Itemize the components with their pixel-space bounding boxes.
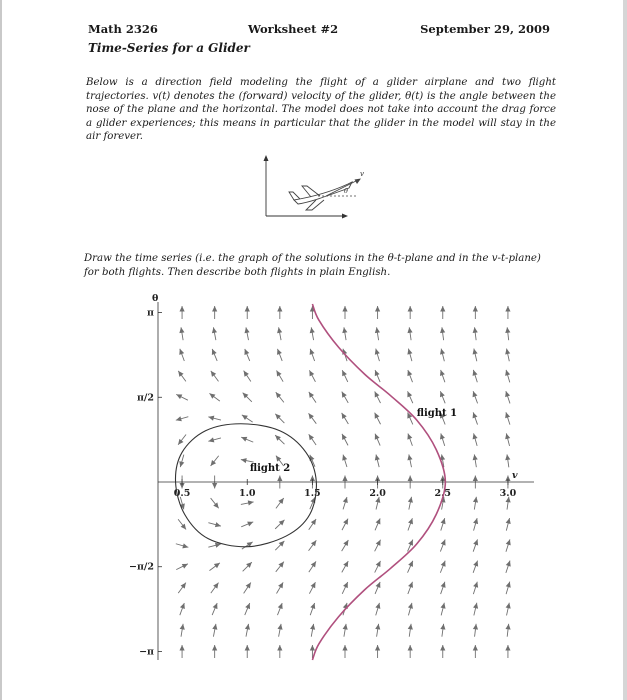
field-arrow [440, 433, 445, 445]
field-arrow [473, 412, 478, 424]
field-arrow [178, 519, 186, 529]
y-tick-label: −π/2 [129, 561, 154, 573]
field-arrow [440, 561, 445, 573]
field-arrow [179, 349, 184, 361]
field-arrow [473, 327, 478, 340]
x-tick-label: 3.0 [499, 488, 517, 499]
field-arrow [505, 391, 510, 403]
field-arrow [375, 603, 380, 615]
field-arrow [176, 543, 188, 548]
field-arrow [310, 624, 315, 637]
field-arrow [277, 645, 282, 658]
field-arrow [440, 645, 445, 658]
field-arrow [408, 624, 413, 637]
field-arrow [209, 563, 219, 571]
field-arrow [275, 435, 284, 444]
field-arrow [473, 349, 478, 362]
field-arrow [241, 522, 253, 527]
field-arrow [407, 370, 412, 382]
field-arrow [505, 370, 510, 382]
field-arrow [309, 434, 316, 445]
intro-paragraph: Below is a direction field modeling the flight of a glider airplane and two flight trajectories. v(t) denotes the (forward) velocity of the glider, θ(t) is the angle between the nose of the plane and the horizontal. The model does not take into account the drag force a glider experiences; this means in particular that the glider in the model will stay in the air forever. [86, 77, 556, 142]
field-arrow [244, 371, 251, 382]
field-arrow [440, 624, 445, 637]
field-arrow [407, 454, 412, 467]
field-arrow [473, 433, 478, 446]
field-arrow [440, 327, 445, 340]
course-name: Math 2326 [88, 22, 158, 36]
x-tick-label: 2.5 [434, 488, 452, 499]
instructions-paragraph: Draw the time series (i.e. the graph of the solutions in the θ-t-plane and in the v-t-plane) for both flights. Then describe both flights in plain English. [84, 253, 541, 278]
field-arrow [244, 583, 251, 594]
field-arrow [243, 562, 252, 571]
field-arrow [506, 539, 511, 551]
diagram-angle-label: θ [344, 187, 348, 195]
field-arrow [375, 349, 380, 361]
field-arrow [277, 603, 282, 615]
field-arrow [244, 349, 249, 361]
worksheet-subtitle: Time-Series for a Glider [88, 41, 250, 55]
field-arrow [505, 433, 510, 446]
field-arrow [212, 624, 217, 637]
field-arrow [276, 562, 284, 572]
field-arrow [440, 391, 445, 403]
field-arrow [407, 327, 412, 340]
field-arrow [342, 392, 348, 403]
field-arrow [242, 415, 253, 422]
field-arrow [440, 539, 445, 551]
field-arrow [211, 498, 219, 508]
page-border-left [0, 0, 2, 700]
field-arrow [277, 349, 282, 361]
field-arrow [180, 624, 185, 637]
field-arrow [275, 541, 284, 550]
field-arrow [473, 603, 478, 616]
field-arrow [506, 561, 511, 573]
worksheet-date: September 29, 2009 [420, 22, 550, 36]
field-arrow [441, 518, 446, 530]
field-arrow [473, 391, 478, 403]
worksheet-number: Worksheet #2 [248, 22, 339, 36]
diagram-horizontal-arrowhead [342, 214, 348, 219]
field-arrow [242, 542, 253, 549]
field-arrow [276, 498, 284, 508]
flight-2-curve [175, 424, 316, 547]
field-arrow [212, 645, 217, 658]
field-arrow [277, 624, 282, 637]
field-arrow [309, 519, 316, 530]
field-arrow [277, 306, 282, 319]
field-arrow [408, 497, 413, 510]
field-arrow [506, 518, 511, 531]
field-arrow [342, 540, 349, 551]
diagram-vertical-arrowhead [264, 155, 269, 161]
field-arrow [342, 327, 347, 340]
field-arrow [440, 349, 445, 362]
field-arrow [342, 434, 348, 446]
field-arrow [408, 603, 413, 616]
field-arrow [342, 306, 347, 319]
field-arrow [342, 582, 348, 594]
field-arrow [473, 306, 478, 319]
field-arrow [343, 497, 348, 509]
field-arrow [212, 306, 217, 319]
flight-2-label: flight 2 [249, 463, 291, 475]
field-arrow [407, 391, 412, 403]
field-arrow [408, 518, 413, 530]
x-tick-label: 1.5 [304, 488, 321, 499]
page-border-right [623, 0, 627, 700]
field-arrow [441, 582, 446, 594]
field-arrow [245, 306, 250, 319]
field-arrow [309, 392, 316, 403]
field-arrow [309, 370, 315, 382]
field-arrow [309, 582, 315, 594]
field-arrow [212, 603, 217, 615]
field-arrow [473, 518, 478, 531]
x-tick-label: 0.5 [173, 488, 191, 499]
field-arrow [208, 437, 221, 442]
field-arrow [473, 561, 478, 573]
field-arrow [310, 349, 315, 361]
field-arrow [505, 412, 510, 424]
field-arrow [440, 306, 445, 319]
field-arrow [473, 539, 478, 551]
field-arrow [176, 564, 188, 570]
field-arrow [473, 454, 478, 467]
field-arrow [473, 645, 478, 658]
field-arrow [275, 520, 284, 529]
field-arrow [375, 306, 380, 319]
field-arrow [375, 624, 380, 637]
y-tick-label: π/2 [136, 392, 154, 404]
field-arrow [505, 306, 510, 319]
field-arrow [408, 645, 413, 658]
field-arrow [310, 327, 315, 340]
field-arrow [211, 371, 219, 381]
field-arrow [342, 370, 348, 382]
field-arrow [473, 624, 478, 637]
theta-axis-label: θ [152, 293, 159, 304]
y-tick-label: −π [139, 646, 154, 658]
x-tick-label: 2.0 [369, 488, 386, 499]
direction-field-plot [120, 290, 540, 670]
field-arrow [176, 416, 188, 421]
field-arrow [505, 454, 510, 467]
field-arrow [342, 645, 347, 658]
field-arrow [408, 582, 413, 594]
field-arrow [505, 327, 510, 340]
field-arrow [178, 583, 186, 593]
x-tick-label: 1.0 [238, 488, 256, 499]
field-arrow [208, 416, 221, 421]
field-arrow [176, 394, 188, 400]
field-arrow [245, 645, 250, 658]
field-arrow [208, 522, 221, 527]
field-arrow [211, 583, 219, 593]
field-arrow [179, 645, 184, 658]
field-arrow [505, 349, 510, 362]
field-arrow [375, 645, 380, 658]
field-arrow [178, 434, 186, 444]
field-arrow [276, 392, 284, 402]
field-arrow [375, 582, 380, 594]
field-arrow [375, 391, 381, 403]
field-arrow [309, 540, 317, 550]
field-arrow [275, 414, 284, 423]
field-arrow [375, 434, 380, 446]
field-arrow [440, 370, 445, 382]
field-arrow [505, 645, 510, 658]
field-arrow [241, 437, 253, 442]
field-arrow [277, 582, 284, 593]
field-arrow [407, 349, 412, 362]
field-arrow [245, 603, 250, 615]
field-arrow [342, 519, 348, 531]
field-arrow [473, 497, 478, 510]
field-arrow [241, 500, 254, 505]
field-arrow [408, 561, 413, 573]
field-arrow [180, 603, 185, 615]
field-arrow [473, 370, 478, 382]
field-arrow [245, 624, 250, 637]
field-arrow [375, 413, 381, 425]
field-arrow [506, 582, 511, 594]
field-arrow [375, 370, 380, 382]
field-arrow [244, 327, 249, 340]
field-arrow [375, 561, 381, 573]
field-arrow [440, 603, 445, 616]
field-arrow [342, 413, 349, 424]
field-arrow [506, 603, 511, 616]
field-arrow [375, 455, 380, 468]
plot-axes [129, 293, 534, 660]
field-arrow [309, 561, 316, 572]
y-tick-label: π [147, 307, 154, 319]
field-arrow [243, 393, 252, 402]
field-arrow [211, 456, 219, 466]
diagram-velocity-arrowhead [355, 179, 362, 185]
v-axis-label: v [512, 470, 518, 481]
field-arrow [212, 327, 217, 340]
field-arrow [343, 624, 348, 637]
field-arrow [277, 371, 284, 382]
flight-1-label: flight 1 [416, 408, 458, 420]
field-arrow [408, 306, 413, 319]
field-arrow [375, 518, 380, 530]
field-arrow [309, 413, 317, 423]
diagram-velocity-vector [326, 180, 358, 196]
field-arrow [178, 371, 186, 381]
field-arrow [473, 582, 478, 594]
field-arrow [342, 455, 347, 467]
worksheet-header [88, 22, 550, 42]
field-arrow [375, 540, 381, 552]
field-arrow [342, 561, 348, 572]
field-arrow [179, 327, 184, 340]
field-arrow [209, 393, 219, 401]
diagram-velocity-label: v [360, 170, 364, 178]
field-arrow [310, 603, 315, 615]
field-arrow [375, 327, 380, 340]
field-arrow [212, 349, 217, 361]
field-arrow [505, 624, 510, 637]
field-arrow [277, 327, 282, 340]
field-arrow [179, 306, 184, 319]
glider-diagram [256, 152, 376, 224]
field-arrow [407, 434, 412, 446]
